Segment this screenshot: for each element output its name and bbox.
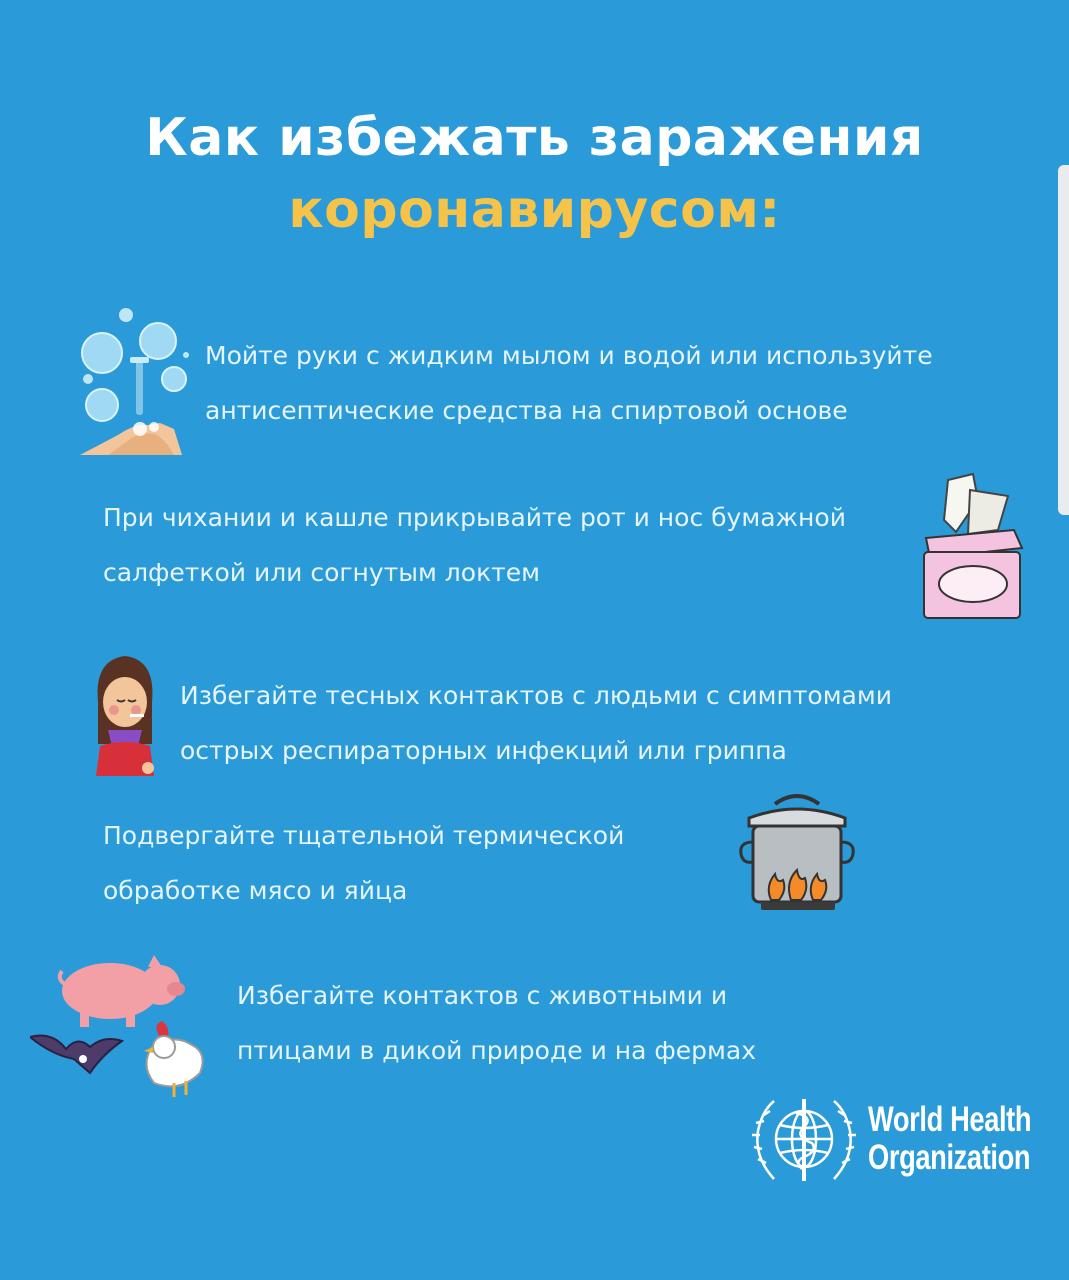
sick-person-icon (90, 652, 160, 778)
tip-animals (237, 968, 756, 1078)
tip-tissue (103, 490, 846, 600)
tip-animals-line-2: птицами в дикой природе и на фермах (237, 1036, 756, 1065)
tip-tissue-line-1: При чихании и кашле прикрывайте рот и нос бумажной (103, 503, 846, 532)
who-logo-line-2: Organization (868, 1138, 1031, 1177)
tip-tissue-line-2: салфеткой или согнутым локтем (103, 558, 540, 587)
tip-handwashing-line-2: антисептические средства на спиртовой основе (205, 396, 848, 425)
animals-icon (30, 955, 215, 1100)
tip-sick-contact-line-2: острых респираторных инфекций или гриппа (180, 736, 787, 765)
tip-sick-contact (180, 668, 892, 778)
who-emblem-icon (748, 1093, 860, 1188)
tip-sick-contact-line-1: Избегайте тесных контактов с людьми с симптомами (180, 681, 892, 710)
tip-animals-line-1: Избегайте контактов с животными и (237, 981, 728, 1010)
who-logo (748, 1093, 1069, 1188)
tip-cooking (103, 808, 624, 918)
title-line-2: коронавирусом: (288, 180, 781, 240)
tip-handwashing-line-1: Мойте руки с жидким мылом и водой или используйте (205, 341, 933, 370)
handwashing-icon (78, 305, 198, 460)
who-logo-text (868, 1101, 1031, 1177)
tip-cooking-line-2: обработке мясо и яйца (103, 876, 408, 905)
tip-cooking-line-1: Подвергайте тщательной термической (103, 821, 625, 850)
title-line-1: Как избежать заражения (145, 108, 924, 168)
who-logo-line-1: World Health (868, 1100, 1032, 1139)
tissue-box-icon (918, 470, 1026, 625)
cooking-pot-icon (735, 792, 860, 914)
tip-handwashing (205, 328, 933, 438)
scrollbar[interactable] (1058, 165, 1069, 515)
